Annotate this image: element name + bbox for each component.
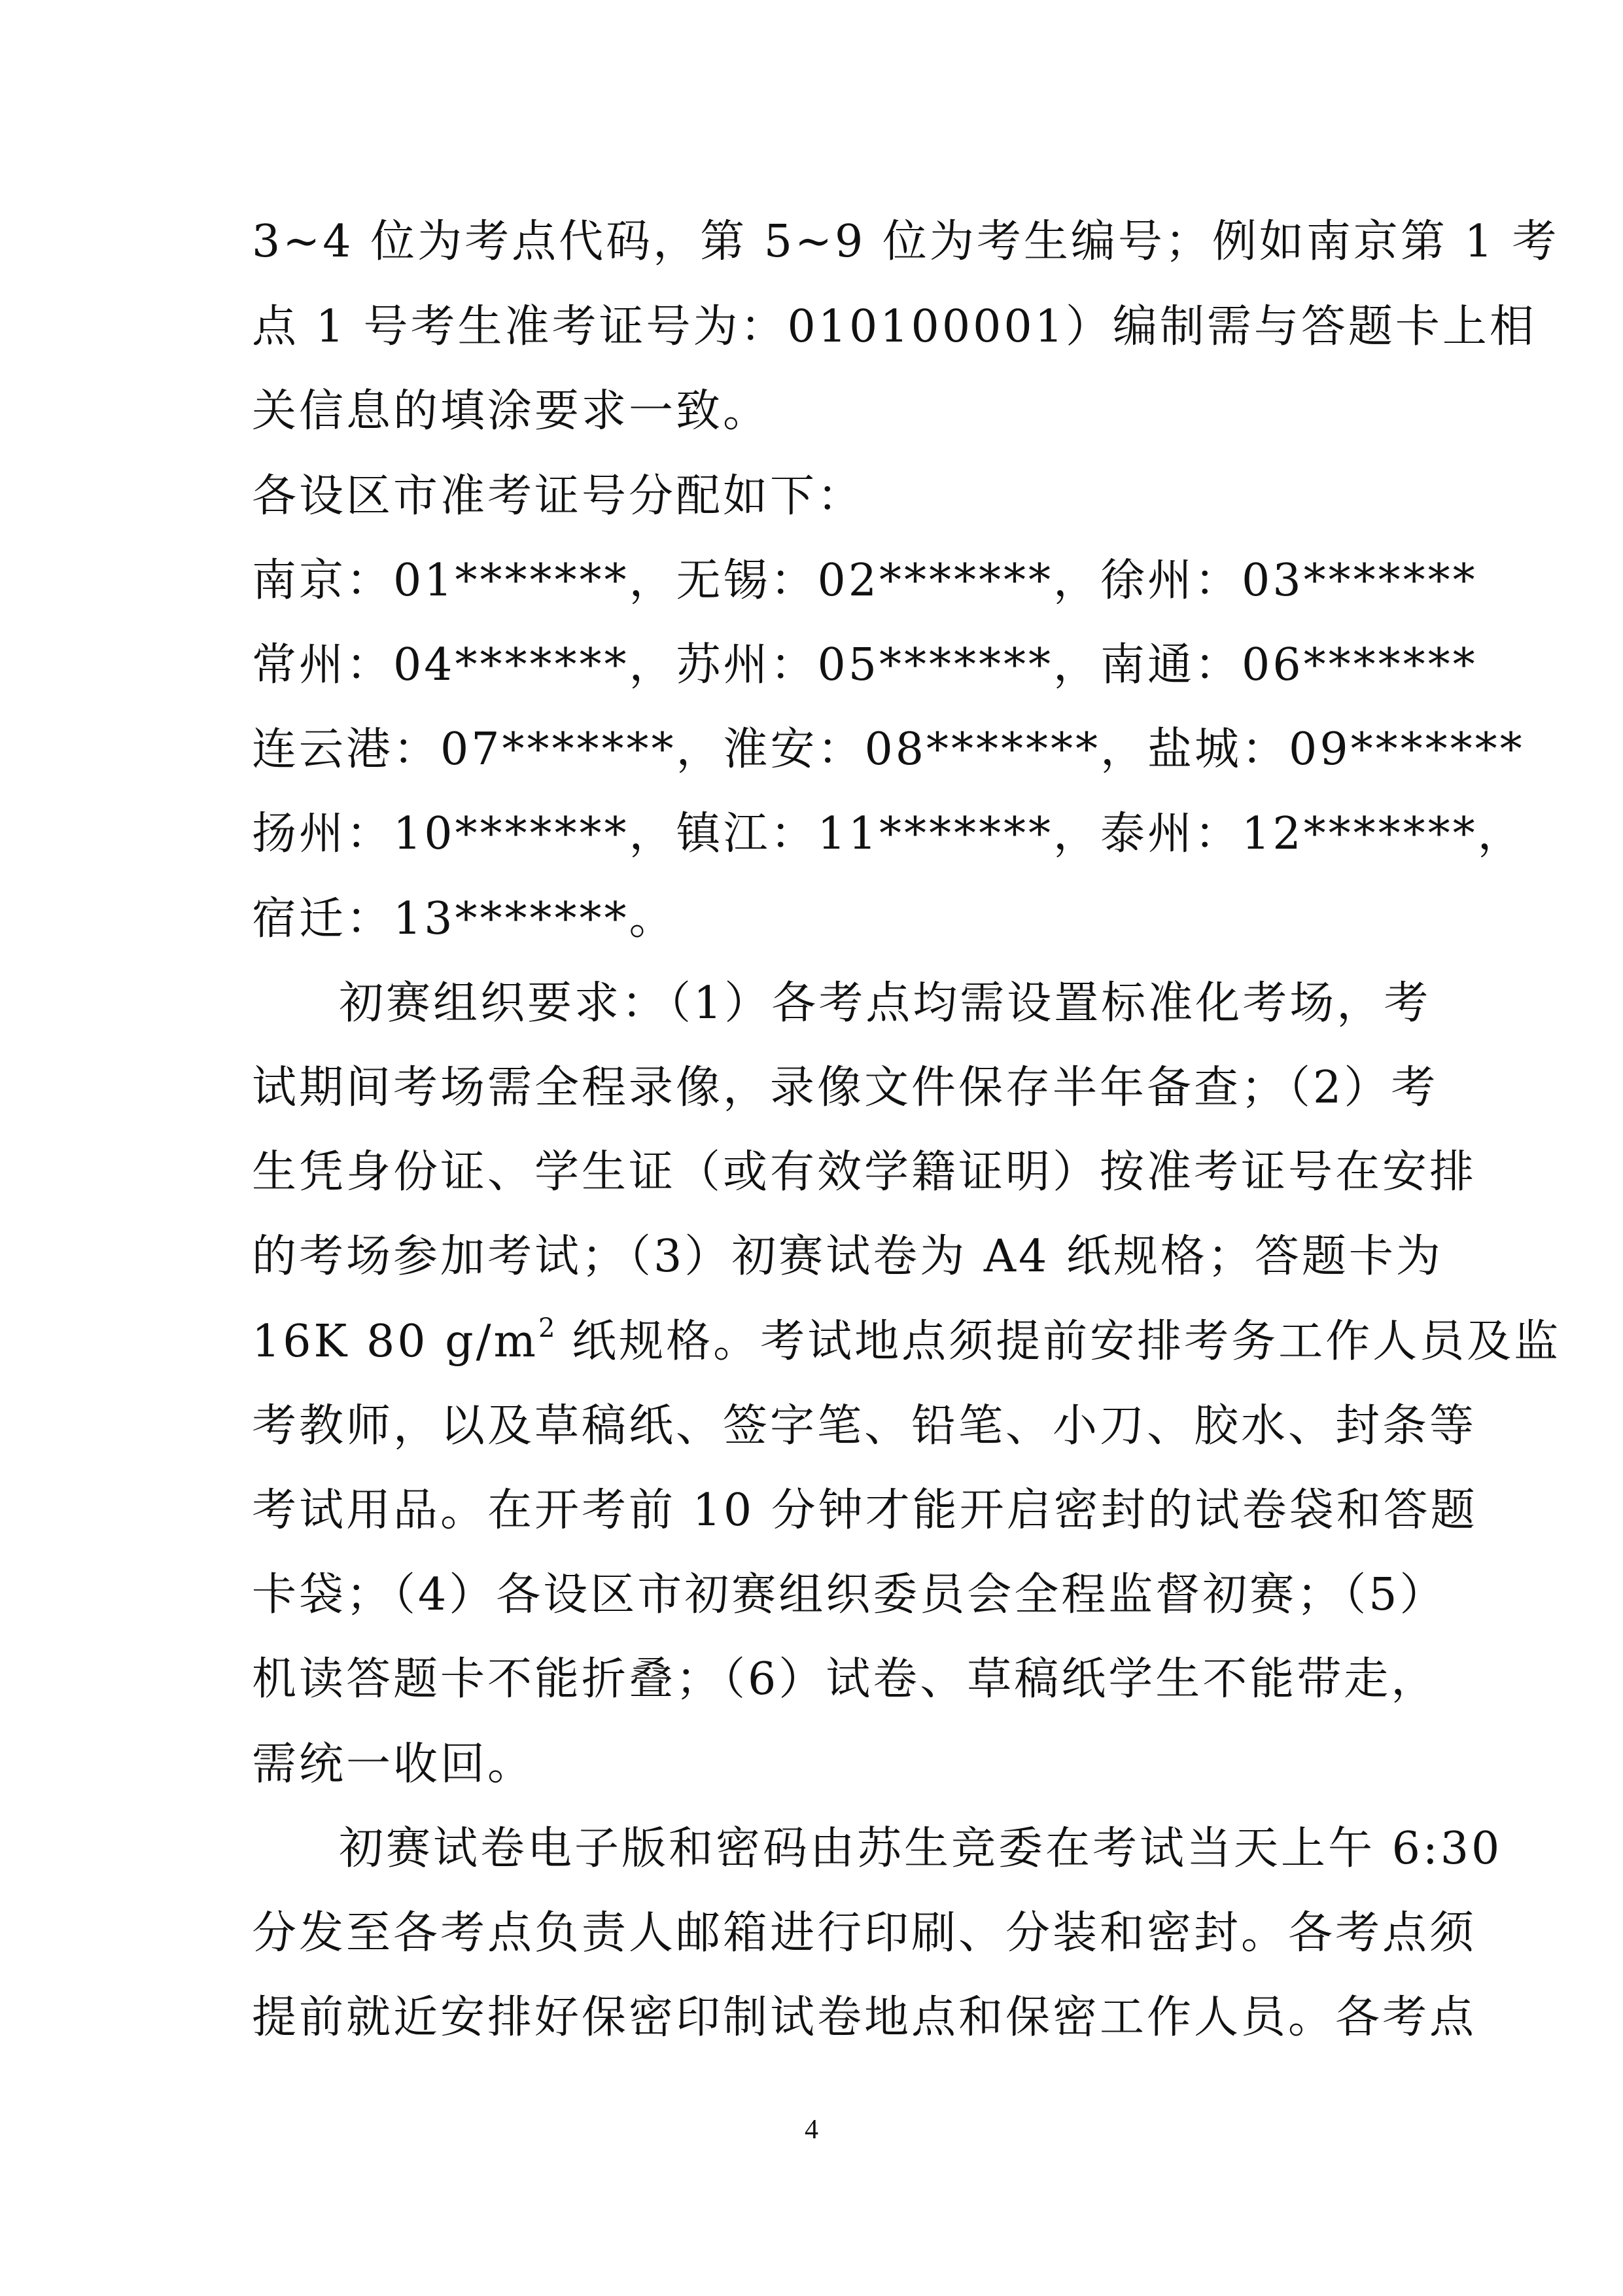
page-number: 4 (805, 2115, 818, 2145)
text-line: 扬州：10*******，镇江：11*******，泰州：12*******， (252, 808, 1525, 860)
paragraph-first-line: 初赛试卷电子版和密码由苏生竞委在考试当天上午 6:30 (339, 1823, 1503, 1875)
text-line: 的考场参加考试；（3）初赛试卷为 A4 纸规格；答题卡为 (252, 1231, 1443, 1282)
text-line: 生凭身份证、学生证（或有效学籍证明）按准考证号在安排 (252, 1146, 1477, 1198)
text-line: 分发至各考点负责人邮箱进行印刷、分装和密封。各考点须 (252, 1907, 1477, 1959)
text-segment: 纸规格。考试地点须提前安排考务工作人员及监 (572, 1316, 1562, 1368)
text-line: 各设区市准考证号分配如下： (252, 470, 865, 522)
text-line: 常州：04*******，苏州：05*******，南通：06******* (252, 639, 1478, 691)
text-line: 3~4 位为考点代码，第 5~9 位为考生编号；例如南京第 1 考 (252, 216, 1560, 268)
superscript: 2 (538, 1313, 555, 1344)
text-line: 需统一收回。 (252, 1739, 535, 1790)
text-line: 关信息的填涂要求一致。 (252, 385, 771, 437)
text-line: 机读答题卡不能折叠；（6）试卷、草稿纸学生不能带走， (252, 1653, 1439, 1705)
text-line: 宿迁：13*******。 (252, 893, 676, 945)
text-line: 连云港：07*******，淮安：08*******，盐城：09******* (252, 724, 1525, 775)
text-line: 考试用品。在开考前 10 分钟才能开启密封的试卷袋和答题 (252, 1485, 1478, 1536)
text-line: 考教师，以及草稿纸、签字笔、铅笔、小刀、胶水、封条等 (252, 1400, 1477, 1452)
text-segment: 16K 80 g/m (252, 1316, 539, 1368)
text-line: 卡袋；（4）各设区市初赛组织委员会全程监督初赛；（5） (252, 1569, 1447, 1621)
text-line: 试期间考场需全程录像，录像文件保存半年备查；（2）考 (252, 1062, 1439, 1114)
paragraph-first-line: 初赛组织要求：（1）各考点均需设置标准化考场，考 (339, 978, 1431, 1029)
text-line: 提前就近安排好保密印制试卷地点和保密工作人员。各考点 (252, 1992, 1477, 2043)
text-line: 南京：01*******，无锡：02*******，徐州：03******* (252, 555, 1478, 607)
text-line: 点 1 号考生准考证号为：010100001）编制需与答题卡上相 (252, 301, 1537, 353)
text-line-with-superscript (252, 1313, 1562, 1368)
